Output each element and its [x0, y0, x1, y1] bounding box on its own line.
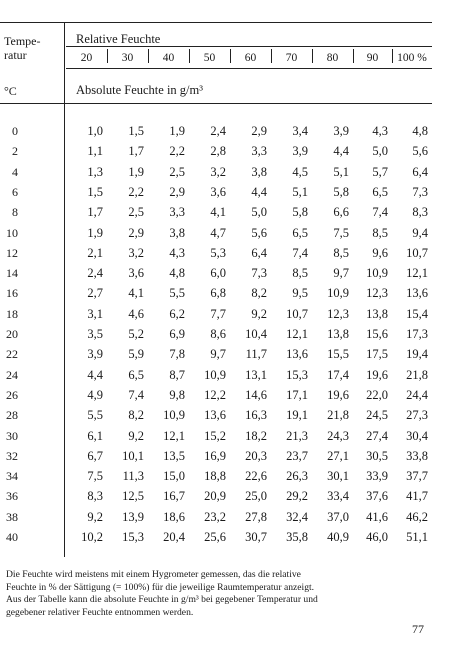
- humidity-percent-label: 100 %: [397, 52, 427, 64]
- absolute-humidity-cell: 6,5: [128, 368, 144, 382]
- absolute-humidity-cell: 27,4: [366, 429, 388, 443]
- absolute-humidity-cell: 40,9: [327, 530, 349, 544]
- absolute-humidity-cell: 12,3: [327, 307, 349, 321]
- absolute-humidity-cell: 8,6: [210, 327, 226, 341]
- absolute-humidity-cell: 2,9: [169, 185, 185, 199]
- absolute-humidity-cell: 1,9: [87, 226, 103, 240]
- temperature-value: 14: [6, 266, 18, 280]
- absolute-humidity-cell: 12,1: [406, 266, 428, 280]
- absolute-humidity-cell: 22,6: [245, 469, 267, 483]
- absolute-humidity-cell: 46,0: [366, 530, 388, 544]
- absolute-humidity-cell: 16,9: [204, 449, 226, 463]
- temperature-value: 30: [6, 429, 18, 443]
- absolute-humidity-cell: 33,8: [406, 449, 428, 463]
- temperature-value: 18: [6, 307, 18, 321]
- temperature-value: 2: [12, 144, 18, 158]
- absolute-humidity-cell: 1,9: [169, 124, 185, 138]
- absolute-humidity-cell: 5,8: [333, 185, 349, 199]
- absolute-humidity-cell: 2,2: [128, 185, 144, 199]
- absolute-humidity-cell: 8,2: [251, 286, 267, 300]
- absolute-humidity-cell: 10,4: [245, 327, 267, 341]
- absolute-humidity-cell: 32,4: [286, 510, 308, 524]
- absolute-humidity-cell: 8,7: [169, 368, 185, 382]
- temperature-value: 28: [6, 408, 18, 422]
- absolute-humidity-cell: 41,6: [366, 510, 388, 524]
- temperature-header-line2: ratur: [4, 48, 27, 62]
- absolute-humidity-cell: 2,4: [210, 124, 226, 138]
- absolute-humidity-cell: 14,6: [245, 388, 267, 402]
- absolute-humidity-cell: 4,1: [210, 205, 226, 219]
- absolute-humidity-header: Absolute Feuchte in g/m³: [76, 83, 203, 97]
- absolute-humidity-cell: 24,5: [366, 408, 388, 422]
- absolute-humidity-cell: 51,1: [406, 530, 428, 544]
- temperature-value: 6: [12, 185, 18, 199]
- absolute-humidity-cell: 15,0: [163, 469, 185, 483]
- absolute-humidity-cell: 4,8: [169, 266, 185, 280]
- absolute-humidity-cell: 18,8: [204, 469, 226, 483]
- absolute-humidity-cell: 12,5: [122, 489, 144, 503]
- absolute-humidity-cell: 17,1: [286, 388, 308, 402]
- absolute-humidity-cell: 19,1: [286, 408, 308, 422]
- absolute-humidity-cell: 20,9: [204, 489, 226, 503]
- absolute-humidity-cell: 7,7: [210, 307, 226, 321]
- temperature-value: 20: [6, 327, 18, 341]
- absolute-humidity-cell: 8,3: [412, 205, 428, 219]
- absolute-humidity-cell: 10,9: [163, 408, 185, 422]
- absolute-humidity-cell: 10,7: [286, 307, 308, 321]
- absolute-humidity-cell: 5,3: [210, 246, 226, 260]
- absolute-humidity-cell: 5,2: [128, 327, 144, 341]
- absolute-humidity-cell: 9,2: [251, 307, 267, 321]
- temperature-value: 4: [12, 165, 18, 179]
- absolute-humidity-cell: 22,0: [366, 388, 388, 402]
- absolute-humidity-cell: 15,3: [122, 530, 144, 544]
- absolute-humidity-cell: 27,3: [406, 408, 428, 422]
- relative-humidity-header: Relative Feuchte: [76, 32, 161, 46]
- absolute-humidity-cell: 5,5: [169, 286, 185, 300]
- absolute-humidity-cell: 19,6: [327, 388, 349, 402]
- temperature-header-line1: Tempe-: [4, 34, 41, 48]
- absolute-humidity-cell: 2,2: [169, 144, 185, 158]
- absolute-humidity-cell: 5,9: [128, 347, 144, 361]
- absolute-humidity-cell: 1,1: [87, 144, 103, 158]
- absolute-humidity-cell: 3,8: [169, 226, 185, 240]
- percent-row-rule: [66, 68, 432, 69]
- temperature-value: 8: [12, 205, 18, 219]
- absolute-humidity-cell: 4,6: [128, 307, 144, 321]
- absolute-humidity-cell: 37,7: [406, 469, 428, 483]
- absolute-humidity-cell: 20,3: [245, 449, 267, 463]
- temperature-value: 10: [6, 226, 18, 240]
- absolute-humidity-cell: 30,4: [406, 429, 428, 443]
- absolute-humidity-cell: 6,6: [333, 205, 349, 219]
- absolute-humidity-cell: 4,4: [251, 185, 267, 199]
- absolute-humidity-cell: 6,1: [87, 429, 103, 443]
- absolute-humidity-cell: 9,2: [128, 429, 144, 443]
- temperature-value: 24: [6, 368, 18, 382]
- percent-separator: [271, 49, 272, 63]
- footnote-line: gegebener relativer Feuchte entnommen werden.: [6, 606, 194, 618]
- temperature-unit: °C: [4, 84, 17, 98]
- absolute-humidity-cell: 27,1: [327, 449, 349, 463]
- absolute-humidity-cell: 25,6: [204, 530, 226, 544]
- absolute-humidity-cell: 4,7: [210, 226, 226, 240]
- absolute-humidity-cell: 3,1: [87, 307, 103, 321]
- footnote-line: Feuchte in % der Sättigung (= 100%) für die jeweilige Raumtemperatur anzeigt.: [6, 581, 315, 593]
- absolute-humidity-cell: 2,4: [87, 266, 103, 280]
- temperature-value: 38: [6, 510, 18, 524]
- absolute-humidity-cell: 2,1: [87, 246, 103, 260]
- absolute-humidity-cell: 3,3: [169, 205, 185, 219]
- absolute-humidity-cell: 5,8: [292, 205, 308, 219]
- absolute-humidity-cell: 13,6: [406, 286, 428, 300]
- absolute-humidity-cell: 15,3: [286, 368, 308, 382]
- absolute-humidity-cell: 3,2: [210, 165, 226, 179]
- absolute-humidity-cell: 12,3: [366, 286, 388, 300]
- absolute-humidity-cell: 7,4: [292, 246, 308, 260]
- absolute-humidity-cell: 8,3: [87, 489, 103, 503]
- humidity-percent-label: 60: [244, 52, 257, 64]
- absolute-humidity-cell: 9,6: [372, 246, 388, 260]
- percent-separator: [392, 49, 393, 63]
- absolute-humidity-cell: 6,0: [210, 266, 226, 280]
- absolute-humidity-cell: 1,7: [87, 205, 103, 219]
- absolute-humidity-cell: 25,0: [245, 489, 267, 503]
- absolute-humidity-cell: 19,6: [366, 368, 388, 382]
- absolute-humidity-cell: 12,1: [163, 429, 185, 443]
- absolute-humidity-cell: 3,9: [87, 347, 103, 361]
- absolute-humidity-cell: 10,9: [204, 368, 226, 382]
- absolute-humidity-cell: 13,6: [286, 347, 308, 361]
- humidity-percent-label: 20: [80, 52, 93, 64]
- absolute-humidity-cell: 10,7: [406, 246, 428, 260]
- humidity-percent-label: 40: [162, 52, 175, 64]
- absolute-humidity-cell: 18,6: [163, 510, 185, 524]
- absolute-humidity-cell: 2,5: [169, 165, 185, 179]
- absolute-humidity-cell: 33,9: [366, 469, 388, 483]
- absolute-humidity-cell: 6,2: [169, 307, 185, 321]
- absolute-humidity-cell: 12,1: [286, 327, 308, 341]
- absolute-humidity-cell: 9,4: [412, 226, 428, 240]
- absolute-humidity-cell: 15,2: [204, 429, 226, 443]
- percent-separator: [312, 49, 313, 63]
- absolute-humidity-cell: 24,3: [327, 429, 349, 443]
- humidity-percent-label: 80: [326, 52, 339, 64]
- temperature-value: 34: [6, 469, 18, 483]
- absolute-humidity-cell: 3,3: [251, 144, 267, 158]
- absolute-humidity-cell: 16,7: [163, 489, 185, 503]
- absolute-humidity-cell: 23,7: [286, 449, 308, 463]
- absolute-humidity-cell: 18,2: [245, 429, 267, 443]
- absolute-humidity-cell: 6,5: [372, 185, 388, 199]
- absolute-humidity-cell: 21,3: [286, 429, 308, 443]
- absolute-humidity-cell: 29,2: [286, 489, 308, 503]
- absolute-humidity-cell: 13,5: [163, 449, 185, 463]
- absolute-humidity-cell: 4,1: [128, 286, 144, 300]
- absolute-humidity-cell: 6,9: [169, 327, 185, 341]
- temperature-value: 36: [6, 489, 18, 503]
- absolute-humidity-cell: 17,3: [406, 327, 428, 341]
- absolute-humidity-cell: 3,4: [292, 124, 308, 138]
- absolute-humidity-cell: 13,9: [122, 510, 144, 524]
- absolute-humidity-cell: 8,5: [292, 266, 308, 280]
- absolute-humidity-cell: 7,4: [372, 205, 388, 219]
- absolute-humidity-cell: 7,5: [333, 226, 349, 240]
- absolute-humidity-cell: 1,0: [87, 124, 103, 138]
- absolute-humidity-cell: 17,5: [366, 347, 388, 361]
- absolute-humidity-cell: 6,8: [210, 286, 226, 300]
- absolute-humidity-cell: 7,4: [128, 388, 144, 402]
- absolute-humidity-cell: 37,6: [366, 489, 388, 503]
- temperature-value: 26: [6, 388, 18, 402]
- absolute-humidity-cell: 10,9: [327, 286, 349, 300]
- absolute-humidity-cell: 6,7: [87, 449, 103, 463]
- absolute-humidity-cell: 2,9: [251, 124, 267, 138]
- absolute-humidity-cell: 9,7: [333, 266, 349, 280]
- absolute-humidity-cell: 3,8: [251, 165, 267, 179]
- absolute-humidity-cell: 7,3: [412, 185, 428, 199]
- absolute-humidity-cell: 30,5: [366, 449, 388, 463]
- absolute-humidity-cell: 8,5: [372, 226, 388, 240]
- percent-separator: [230, 49, 231, 63]
- absolute-humidity-cell: 8,2: [128, 408, 144, 422]
- percent-separator: [353, 49, 354, 63]
- temperature-value: 0: [12, 124, 18, 138]
- humidity-percent-label: 50: [203, 52, 216, 64]
- absolute-humidity-cell: 2,5: [128, 205, 144, 219]
- humidity-percent-label: 90: [366, 52, 379, 64]
- absolute-humidity-cell: 5,7: [372, 165, 388, 179]
- absolute-humidity-cell: 13,8: [327, 327, 349, 341]
- absolute-humidity-cell: 2,8: [210, 144, 226, 158]
- absolute-humidity-cell: 5,6: [412, 144, 428, 158]
- temperature-value: 16: [6, 286, 18, 300]
- absolute-humidity-cell: 8,5: [333, 246, 349, 260]
- absolute-humidity-cell: 6,4: [412, 165, 428, 179]
- absolute-humidity-cell: 19,4: [406, 347, 428, 361]
- absolute-humidity-cell: 21,8: [327, 408, 349, 422]
- absolute-humidity-cell: 6,4: [251, 246, 267, 260]
- absolute-humidity-cell: 9,2: [87, 510, 103, 524]
- absolute-humidity-cell: 13,6: [204, 408, 226, 422]
- absolute-humidity-cell: 5,1: [292, 185, 308, 199]
- temperature-value: 32: [6, 449, 18, 463]
- absolute-humidity-cell: 13,8: [366, 307, 388, 321]
- temperature-value: 40: [6, 530, 18, 544]
- absolute-humidity-cell: 9,7: [210, 347, 226, 361]
- absolute-humidity-cell: 7,5: [87, 469, 103, 483]
- absolute-humidity-cell: 10,2: [81, 530, 103, 544]
- absolute-humidity-cell: 13,1: [245, 368, 267, 382]
- absolute-humidity-cell: 3,5: [87, 327, 103, 341]
- footnote-line: Die Feuchte wird meistens mit einem Hygrometer gemessen, das die relative: [6, 569, 301, 580]
- absolute-humidity-cell: 5,6: [251, 226, 267, 240]
- absolute-humidity-cell: 10,1: [122, 449, 144, 463]
- absolute-humidity-cell: 15,4: [406, 307, 428, 321]
- absolute-humidity-cell: 41,7: [406, 489, 428, 503]
- footnote-line: Aus der Tabelle kann die absolute Feuchte in g/m³ bei gegebener Temperatur und: [6, 594, 318, 605]
- temperature-value: 12: [6, 246, 18, 260]
- absolute-humidity-cell: 5,1: [333, 165, 349, 179]
- absolute-humidity-cell: 24,4: [406, 388, 428, 402]
- absolute-humidity-cell: 4,4: [333, 144, 349, 158]
- absolute-humidity-cell: 3,2: [128, 246, 144, 260]
- absolute-humidity-cell: 6,5: [292, 226, 308, 240]
- absolute-humidity-cell: 30,7: [245, 530, 267, 544]
- page-number: 77: [412, 622, 424, 636]
- absolute-humidity-cell: 20,4: [163, 530, 185, 544]
- absolute-humidity-cell: 1,7: [128, 144, 144, 158]
- absolute-humidity-cell: 46,2: [406, 510, 428, 524]
- percent-separator: [148, 49, 149, 63]
- absolute-humidity-cell: 35,8: [286, 530, 308, 544]
- absolute-humidity-cell: 1,5: [128, 124, 144, 138]
- absolute-humidity-cell: 5,0: [251, 205, 267, 219]
- humidity-percent-label: 70: [285, 52, 298, 64]
- absolute-humidity-cell: 26,3: [286, 469, 308, 483]
- temperature-value: 22: [6, 347, 18, 361]
- absolute-humidity-cell: 5,5: [87, 408, 103, 422]
- absolute-humidity-cell: 33,4: [327, 489, 349, 503]
- absolute-humidity-cell: 4,9: [87, 388, 103, 402]
- absolute-humidity-cell: 4,3: [169, 246, 185, 260]
- absolute-humidity-cell: 1,5: [87, 185, 103, 199]
- absolute-humidity-cell: 27,8: [245, 510, 267, 524]
- absolute-humidity-cell: 9,5: [292, 286, 308, 300]
- absolute-humidity-cell: 11,7: [245, 347, 267, 361]
- percent-separator: [189, 49, 190, 63]
- absolute-humidity-cell: 16,3: [245, 408, 267, 422]
- sub-header-rule: [66, 46, 432, 47]
- absolute-humidity-cell: 11,3: [122, 469, 144, 483]
- absolute-humidity-cell: 4,3: [372, 124, 388, 138]
- humidity-percent-label: 30: [121, 52, 134, 64]
- absolute-humidity-cell: 12,2: [204, 388, 226, 402]
- absolute-humidity-cell: 3,9: [333, 124, 349, 138]
- absolute-humidity-cell: 1,9: [128, 165, 144, 179]
- percent-separator: [107, 49, 108, 63]
- absolute-humidity-cell: 23,2: [204, 510, 226, 524]
- absolute-humidity-cell: 4,4: [87, 368, 103, 382]
- absolute-humidity-cell: 15,6: [366, 327, 388, 341]
- absolute-humidity-cell: 1,3: [87, 165, 103, 179]
- absolute-humidity-cell: 7,8: [169, 347, 185, 361]
- absolute-humidity-cell: 3,6: [128, 266, 144, 280]
- absolute-humidity-cell: 30,1: [327, 469, 349, 483]
- absolute-humidity-cell: 21,8: [406, 368, 428, 382]
- absolute-humidity-cell: 7,3: [251, 266, 267, 280]
- absolute-humidity-cell: 10,9: [366, 266, 388, 280]
- absolute-humidity-cell: 5,0: [372, 144, 388, 158]
- absolute-humidity-cell: 37,0: [327, 510, 349, 524]
- absolute-humidity-cell: 3,9: [292, 144, 308, 158]
- absolute-humidity-cell: 3,6: [210, 185, 226, 199]
- absolute-humidity-cell: 17,4: [327, 368, 349, 382]
- absolute-humidity-cell: 2,9: [128, 226, 144, 240]
- absolute-humidity-cell: 4,5: [292, 165, 308, 179]
- absolute-humidity-cell: 2,7: [87, 286, 103, 300]
- absolute-humidity-cell: 4,8: [412, 124, 428, 138]
- absolute-humidity-cell: 15,5: [327, 347, 349, 361]
- absolute-humidity-cell: 9,8: [169, 388, 185, 402]
